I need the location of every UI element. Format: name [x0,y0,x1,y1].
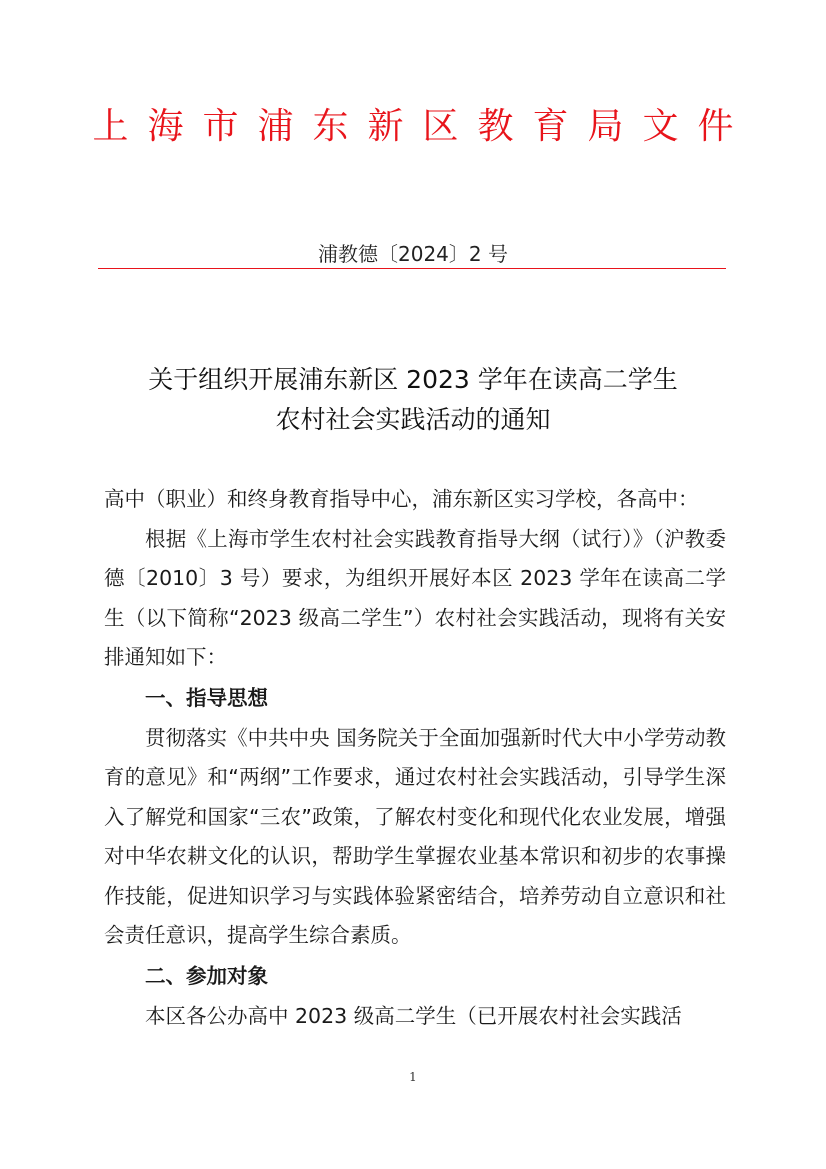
addressee-line: 高中（职业）和终身教育指导中心，浦东新区实习学校，各高中： [104,487,699,511]
subject-line-2: 农村社会实践活动的通知 [275,405,551,434]
document-body [104,480,726,1036]
notice-subject [0,360,826,440]
subject-line-1: 关于组织开展浦东新区 2023 学年在读高二学生 [148,365,678,394]
section-2-paragraph: 本区各公办高中 2023 级高二学生（已开展农村社会实践活 [145,1003,682,1028]
document-header-title: 上海市浦东新区教育局文件 [92,106,753,147]
document-number: 浦教德〔2024〕2 号 [318,242,508,266]
section-1-paragraph: 贯彻落实《中共中央 国务院关于全面加强新时代大中小学劳动教育的意见》和“两纲”工作要求，通过农村社会实践活动，引导学生深入了解党和国家“三农”政策，了解农村变化和现代化农业发展，增强对中华农耕文化的认识，帮助学生掌握农业基本常识和初步的农事操作技能，促进知识学习与实践体验紧密结合，培养劳动自立意识和社会责任意识，提高学生综合素质。 [104,725,726,947]
page-number: 1 [409,1070,417,1084]
red-divider-line [98,268,726,269]
section-2-heading: 二、参加对象 [145,963,268,988]
intro-paragraph: 根据《上海市学生农村社会实践教育指导大纲（试行）》（沪教委德〔2010〕3 号）要求，为组织开展好本区 2023 学年在读高二学生（以下简称“2023 级高二学生”）农村社会实践活动，现将有关安排通知如下： [104,526,726,669]
section-1-heading: 一、指导思想 [145,685,268,710]
